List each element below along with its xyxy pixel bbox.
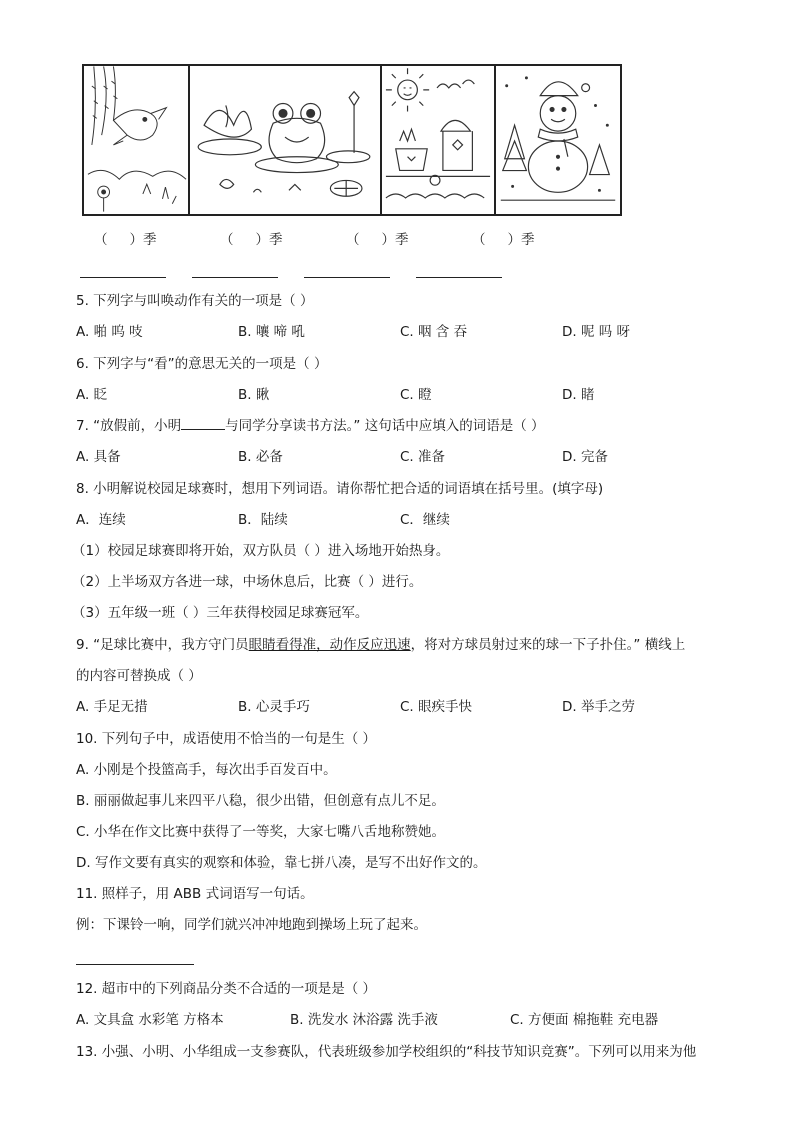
q6-option-c: C. 瞪 xyxy=(400,387,432,403)
q7-blank xyxy=(181,429,225,430)
q8-sentence-2: （2）上半场双方各进一球，中场休息后，比赛（ ）进行。 xyxy=(72,574,423,590)
picture-autumn xyxy=(382,66,496,214)
season-blank-4: （ ）季 xyxy=(472,232,535,248)
picture-summer xyxy=(190,66,382,214)
answer-line-2 xyxy=(192,277,278,278)
q9-option-a: A. 手足无措 xyxy=(76,699,148,715)
q5-option-d: D. 呢 吗 呀 xyxy=(562,324,631,340)
q7-stem: 7. “放假前，小明 与同学分享读书方法。” 这句话中应填入的词语是（ ） xyxy=(76,418,545,434)
q8-sentence-1: （1）校园足球赛即将开始，双方队员（ ）进入场地开始热身。 xyxy=(72,543,450,559)
q5-option-a: A. 啪 呜 吱 xyxy=(76,324,143,340)
q5-option-c: C. 咽 含 吞 xyxy=(400,324,468,340)
q7-option-d: D. 完备 xyxy=(562,449,608,465)
picture-spring xyxy=(84,66,190,214)
q7-option-a: A. 具备 xyxy=(76,449,121,465)
q6-option-a: A. 眨 xyxy=(76,387,108,403)
picture-winter xyxy=(496,66,620,214)
q6-option-b: B. 瞅 xyxy=(238,387,270,403)
answer-line-1 xyxy=(80,277,166,278)
frog-lotus-drawing xyxy=(190,66,380,214)
q8-sentence-3: （3）五年级一班（ ）三年获得校园足球赛冠军。 xyxy=(72,605,369,621)
season-blank-2: （ ）季 xyxy=(220,232,283,248)
q10-option-a: A. 小刚是个投篮高手，每次出手百发百中。 xyxy=(76,762,337,778)
q11-stem: 11. 照样子，用 ABB 式词语写一句话。 xyxy=(76,886,314,902)
q12-stem: 12. 超市中的下列商品分类不合适的一项是是（ ） xyxy=(76,981,377,997)
q11-answer-line xyxy=(76,964,194,965)
q10-option-b: B. 丽丽做起事儿来四平八稳，很少出错，但创意有点儿不足。 xyxy=(76,793,445,809)
q6-option-d: D. 睹 xyxy=(562,387,595,403)
q11-example: 例：下课铃一响，同学们就兴冲冲地跑到操场上玩了起来。 xyxy=(76,917,427,933)
season-blank-1: （ ）季 xyxy=(94,232,157,248)
q8-option-b: B．陆续 xyxy=(238,512,288,528)
sun-house-drawing xyxy=(382,66,494,214)
q7-option-c: C. 准备 xyxy=(400,449,446,465)
snowman-drawing xyxy=(496,66,620,214)
willow-bird-drawing xyxy=(84,66,188,214)
q8-stem: 8. 小明解说校园足球赛时，想用下列词语。请你帮忙把合适的词语填在括号里。(填字母) xyxy=(76,481,604,497)
q5-stem: 5. 下列字与叫唤动作有关的一项是（ ） xyxy=(76,293,314,309)
q13-stem: 13. 小强、小明、小华组成一支参赛队，代表班级参加学校组织的“科技节知识竞赛”。下列可以用来为他 xyxy=(76,1044,697,1060)
q9-option-c: C. 眼疾手快 xyxy=(400,699,473,715)
q9-option-d: D. 举手之劳 xyxy=(562,699,635,715)
q12-option-c: C. 方便面 棉拖鞋 充电器 xyxy=(510,1012,659,1028)
q9-stem: 9. “足球比赛中，我方守门员眼睛看得准，动作反应迅速，将对方球员射过来的球一下子扑住。” 横线上 xyxy=(76,637,686,653)
q10-option-c: C. 小华在作文比赛中获得了一等奖，大家七嘴八舌地称赞她。 xyxy=(76,824,446,840)
q9-underlined-phrase: 眼睛看得准，动作反应迅速 xyxy=(248,637,411,653)
answer-line-3 xyxy=(304,277,390,278)
q9-option-b: B. 心灵手巧 xyxy=(238,699,310,715)
q7-option-b: B. 必备 xyxy=(238,449,283,465)
q8-option-c: C．继续 xyxy=(400,512,450,528)
answer-line-4 xyxy=(416,277,502,278)
q8-option-a: A．连续 xyxy=(76,512,126,528)
season-picture-strip xyxy=(82,64,622,216)
q12-option-a: A. 文具盒 水彩笔 方格本 xyxy=(76,1012,224,1028)
q9-stem-line2: 的内容可替换成（ ） xyxy=(76,668,202,684)
q6-stem: 6. 下列字与“看”的意思无关的一项是（ ） xyxy=(76,356,328,372)
q12-option-b: B. 洗发水 沐浴露 洗手液 xyxy=(290,1012,438,1028)
q10-stem: 10. 下列句子中，成语使用不恰当的一句是生（ ） xyxy=(76,731,377,747)
season-blank-3: （ ）季 xyxy=(346,232,409,248)
q10-option-d: D. 写作文要有真实的观察和体验，靠七拼八凑，是写不出好作文的。 xyxy=(76,855,487,871)
q5-option-b: B. 嚷 啼 吼 xyxy=(238,324,305,340)
